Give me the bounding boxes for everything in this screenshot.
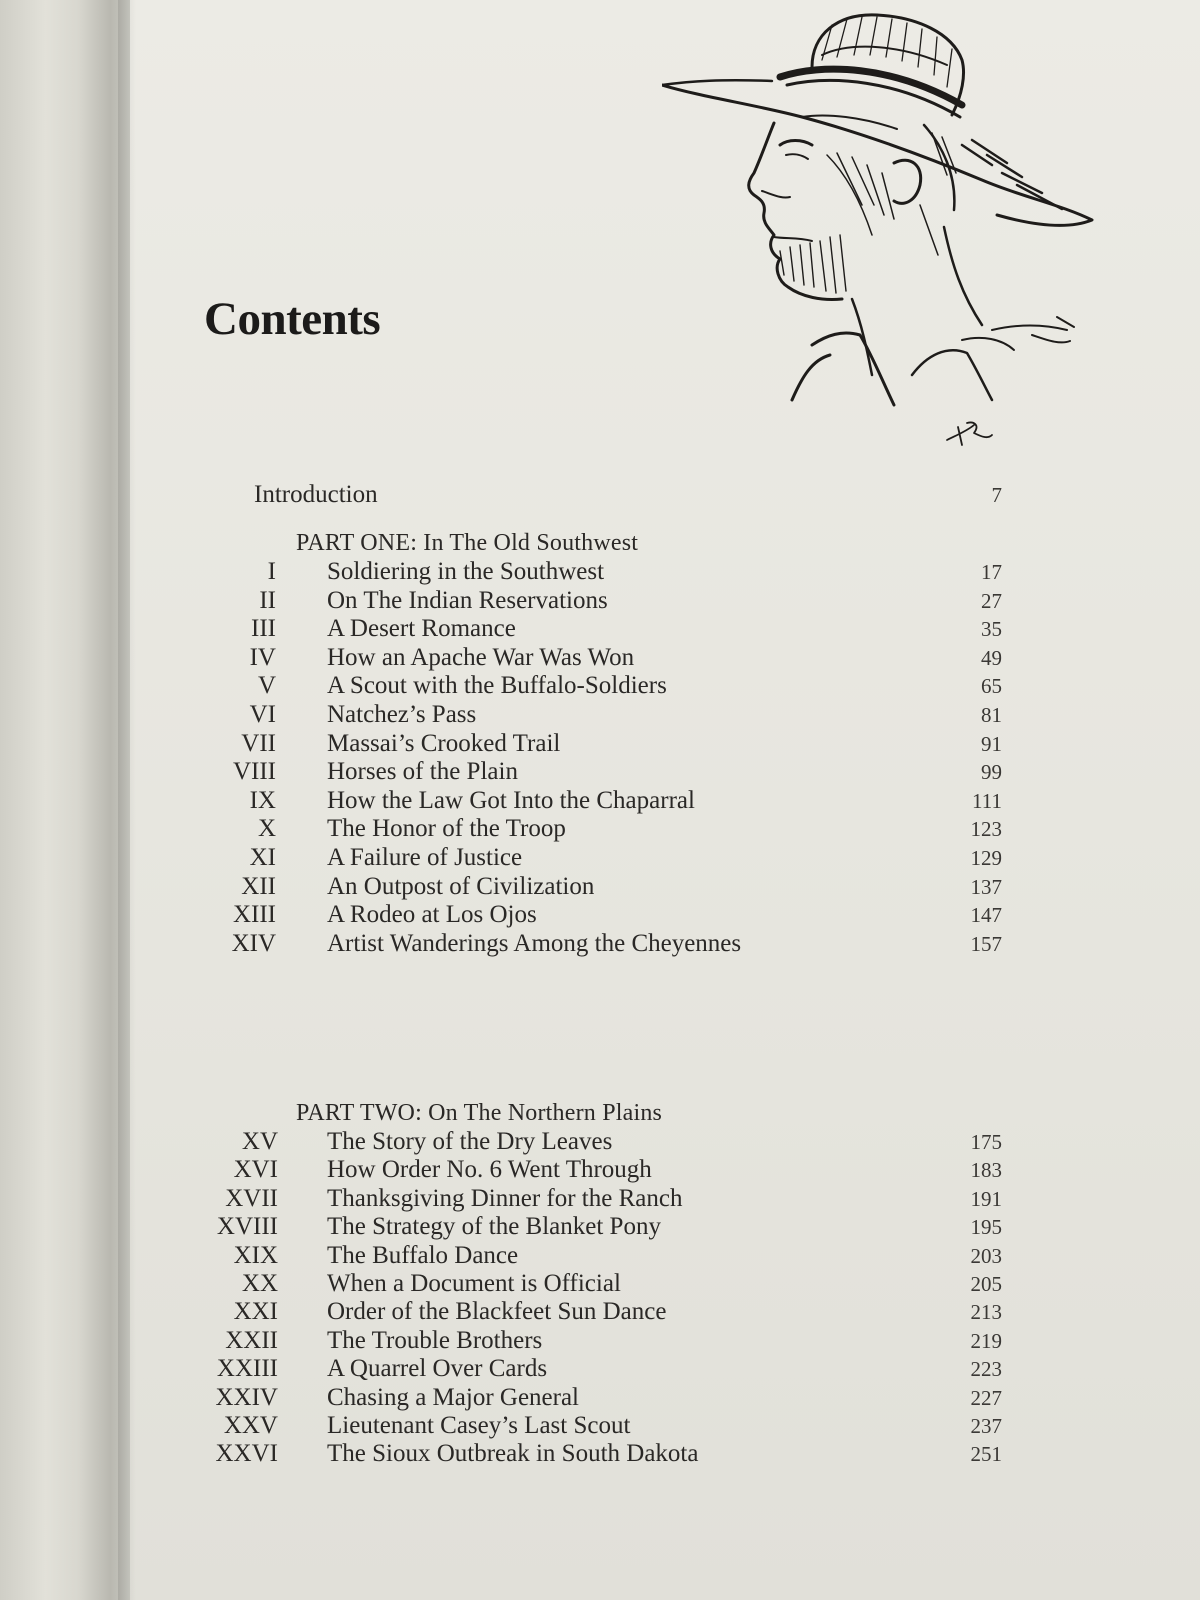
toc-entry[interactable] (0, 930, 1200, 958)
toc-entry[interactable] (0, 787, 1200, 815)
chapter-numeral: XIII (232, 901, 276, 929)
chapter-page-number: 27 (981, 588, 1002, 613)
chapter-title: How the Law Got Into the Chaparral (327, 786, 695, 814)
chapter-title: An Outpost of Civilization (327, 872, 595, 900)
chapter-page-number: 203 (970, 1243, 1002, 1268)
chapter-numeral: XV (241, 1128, 278, 1155)
chapter-title: Order of the Blackfeet Sun Dance (327, 1298, 667, 1326)
chapter-numeral: XXIV (215, 1383, 278, 1411)
chapter-title: Natchez’s Pass (327, 701, 477, 728)
chapter-page-number: 183 (970, 1158, 1002, 1183)
chapter-numeral: III (251, 615, 276, 643)
chapter-numeral: VIII (232, 758, 276, 786)
chapter-numeral: VII (241, 729, 276, 757)
chapter-title: The Story of the Dry Leaves (327, 1128, 613, 1155)
toc-entry[interactable] (0, 758, 1200, 786)
toc-entry[interactable] (0, 672, 1200, 700)
chapter-title: A Scout with the Buffalo-Soldiers (327, 672, 667, 700)
chapter-title: Artist Wanderings Among the Cheyennes (327, 929, 742, 957)
chapter-numeral: XII (241, 872, 276, 900)
chapter-title: The Trouble Brothers (327, 1326, 543, 1354)
chapter-title: The Sioux Outbreak in South Dakota (327, 1440, 699, 1468)
chapter-page-number: 195 (970, 1215, 1002, 1240)
chapter-numeral: XVIII (216, 1213, 278, 1241)
chapter-numeral: I (267, 558, 276, 585)
chapter-title: A Rodeo at Los Ojos (327, 901, 537, 929)
chapter-title: The Buffalo Dance (327, 1241, 519, 1269)
chapter-title: The Honor of the Troop (327, 815, 566, 843)
chapter-numeral: XXVI (215, 1440, 278, 1468)
chapter-title: How an Apache War Was Won (327, 643, 635, 671)
chapter-numeral: VI (249, 701, 276, 728)
chapter-title: Thanksgiving Dinner for the Ranch (327, 1184, 683, 1212)
chapter-numeral: II (259, 586, 276, 614)
toc-entry[interactable] (0, 1384, 1200, 1412)
chapter-numeral: XXV (223, 1412, 278, 1439)
toc-entry[interactable] (0, 1185, 1200, 1213)
chapter-numeral: XX (241, 1270, 278, 1297)
chapter-page-number: 65 (981, 674, 1002, 699)
toc-entry[interactable] (0, 644, 1200, 672)
part-one-heading (0, 529, 1200, 557)
chapter-page-number: 35 (981, 617, 1002, 642)
chapter-page-number: 157 (970, 931, 1002, 956)
page-title: Contents (204, 293, 381, 345)
chapter-page-number: 175 (970, 1130, 1002, 1154)
chapter-page-number: 137 (970, 874, 1002, 899)
chapter-title: Chasing a Major General (327, 1383, 580, 1411)
chapter-numeral: XIV (231, 929, 276, 957)
chapter-numeral: IV (249, 643, 276, 671)
chapter-title: A Desert Romance (327, 615, 516, 643)
toc-entry[interactable] (0, 615, 1200, 643)
toc-entry[interactable] (0, 1242, 1200, 1270)
chapter-numeral: XXIII (216, 1355, 278, 1383)
chapter-page-number: 205 (970, 1272, 1002, 1296)
toc-entry[interactable] (0, 901, 1200, 929)
chapter-numeral: X (257, 815, 276, 843)
chapter-numeral: XIX (233, 1241, 278, 1269)
toc-entry[interactable] (0, 701, 1200, 729)
toc-entry[interactable] (0, 873, 1200, 901)
toc-entry[interactable] (0, 1355, 1200, 1383)
chapter-page-number: 227 (970, 1385, 1002, 1410)
toc-entry[interactable] (0, 1440, 1200, 1468)
chapter-numeral: XI (249, 844, 276, 871)
chapter-page-number: 213 (970, 1300, 1002, 1325)
toc-entry[interactable] (0, 587, 1200, 615)
chapter-title: A Failure of Justice (327, 844, 523, 871)
chapter-title: How Order No. 6 Went Through (327, 1156, 652, 1184)
part-two-heading (0, 1099, 1200, 1127)
chapter-title: Lieutenant Casey’s Last Scout (327, 1412, 631, 1439)
chapter-title: The Strategy of the Blanket Pony (327, 1213, 661, 1241)
toc-entry[interactable] (0, 1128, 1200, 1156)
chapter-page-number: 191 (970, 1186, 1002, 1211)
chapter-page-number: 251 (970, 1442, 1002, 1467)
toc-entry[interactable] (0, 1270, 1200, 1298)
chapter-numeral: XVI (233, 1156, 278, 1184)
toc-entry[interactable] (0, 1298, 1200, 1326)
toc-entry[interactable] (0, 730, 1200, 758)
chapter-numeral: XXI (233, 1298, 278, 1326)
toc-entry[interactable] (0, 815, 1200, 843)
toc-introduction[interactable] (0, 481, 1200, 509)
chapter-page-number: 81 (981, 703, 1002, 727)
chapter-page-number: 129 (970, 846, 1002, 870)
toc-entry[interactable] (0, 1412, 1200, 1440)
part-label: PART TWO: On The Northern Plains (296, 1100, 663, 1126)
chapter-title: Massai’s Crooked Trail (327, 729, 561, 757)
chapter-title: Soldiering in the Southwest (327, 558, 605, 585)
introduction-page: 7 (991, 483, 1002, 507)
part-label: PART ONE: In The Old Southwest (296, 530, 639, 556)
chapter-title: A Quarrel Over Cards (327, 1355, 548, 1383)
introduction-label: Introduction (254, 481, 378, 508)
chapter-page-number: 99 (981, 760, 1002, 785)
chapter-page-number: 147 (970, 903, 1002, 928)
chapter-page-number: 223 (970, 1357, 1002, 1382)
chapter-page-number: 237 (970, 1414, 1002, 1438)
chapter-title: On The Indian Reservations (327, 586, 608, 614)
chapter-page-number: 17 (981, 560, 1002, 584)
chapter-numeral: XXII (225, 1326, 278, 1354)
chapter-numeral: IX (249, 786, 276, 814)
chapter-page-number: 219 (970, 1328, 1002, 1353)
toc-entry[interactable] (0, 1213, 1200, 1241)
chapter-page-number: 111 (972, 788, 1002, 813)
chapter-title: When a Document is Official (327, 1270, 621, 1297)
chapter-title: Horses of the Plain (327, 758, 518, 786)
toc-entry[interactable] (0, 558, 1200, 586)
chapter-page-number: 49 (981, 645, 1002, 670)
chapter-page-number: 91 (981, 731, 1002, 756)
toc-entry[interactable] (0, 1156, 1200, 1184)
toc-entry[interactable] (0, 844, 1200, 872)
chapter-numeral: XVII (225, 1184, 278, 1212)
chapter-page-number: 123 (970, 817, 1002, 842)
toc-entry[interactable] (0, 1327, 1200, 1355)
chapter-numeral: V (257, 672, 276, 700)
